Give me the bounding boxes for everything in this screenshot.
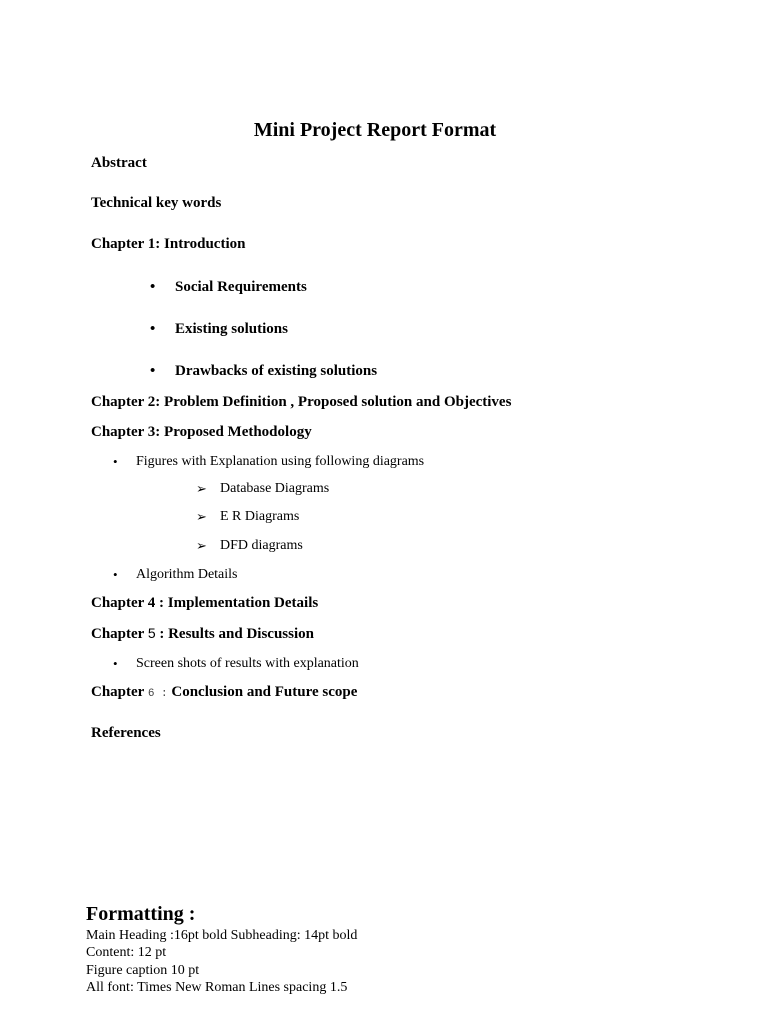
bullet-icon: • [113, 567, 118, 582]
ch3-sub-database-diagrams: Database Diagrams [220, 481, 330, 496]
chapter-4-heading: Chapter 4 : Implementation Details [91, 595, 319, 611]
chapter-1-heading: Chapter 1: Introduction [91, 236, 246, 252]
chapter-5-heading [91, 626, 314, 642]
chapter-6-number: 6 : [147, 688, 168, 700]
bullet-icon: • [150, 321, 156, 337]
page-title: Mini Project Report Format [253, 119, 497, 141]
chapter-6-heading [91, 685, 357, 700]
ch3-sub-er-diagrams: E R Diagrams [220, 509, 300, 524]
chapter-5-title: : Results and Discussion [159, 626, 314, 642]
ch1-item-social-requirements: Social Requirements [175, 279, 307, 295]
chapter-5-prefix: Chapter [91, 626, 145, 642]
bullet-icon: • [150, 363, 156, 379]
ch1-item-existing-solutions: Existing solutions [175, 321, 288, 337]
bullet-icon: • [113, 656, 118, 671]
chapter-2-heading: Chapter 2: Problem Definition , Proposed solution and Objectives [91, 394, 512, 410]
bullet-icon: • [150, 279, 156, 295]
formatting-line: Figure caption 10 pt [86, 963, 200, 978]
chapter-6-prefix: Chapter [91, 684, 145, 700]
ch3-sub-dfd-diagrams: DFD diagrams [220, 538, 303, 553]
chapter-5-number: 5 [147, 625, 156, 641]
ch5-item-screenshots: Screen shots of results with explanation [136, 656, 359, 671]
arrow-bullet-icon: ➢ [196, 509, 207, 524]
arrow-bullet-icon: ➢ [196, 481, 207, 496]
arrow-bullet-icon: ➢ [196, 538, 207, 553]
ch3-item-algorithm: Algorithm Details [136, 567, 238, 582]
formatting-line: Content: 12 pt [86, 945, 167, 960]
formatting-line: All font: Times New Roman Lines spacing 1.5 [86, 980, 348, 995]
section-abstract: Abstract [91, 155, 147, 171]
ch3-item-figures: Figures with Explanation using following diagrams [136, 454, 425, 469]
formatting-heading: Formatting : [86, 903, 196, 925]
chapter-3-heading: Chapter 3: Proposed Methodology [91, 424, 312, 440]
formatting-line: Main Heading :16pt bold Subheading: 14pt bold [86, 928, 358, 943]
bullet-icon: • [113, 454, 118, 469]
section-keywords: Technical key words [91, 195, 222, 211]
ch1-item-drawbacks: Drawbacks of existing solutions [175, 363, 378, 379]
section-references: References [91, 725, 161, 741]
chapter-6-title: Conclusion and Future scope [171, 684, 358, 700]
